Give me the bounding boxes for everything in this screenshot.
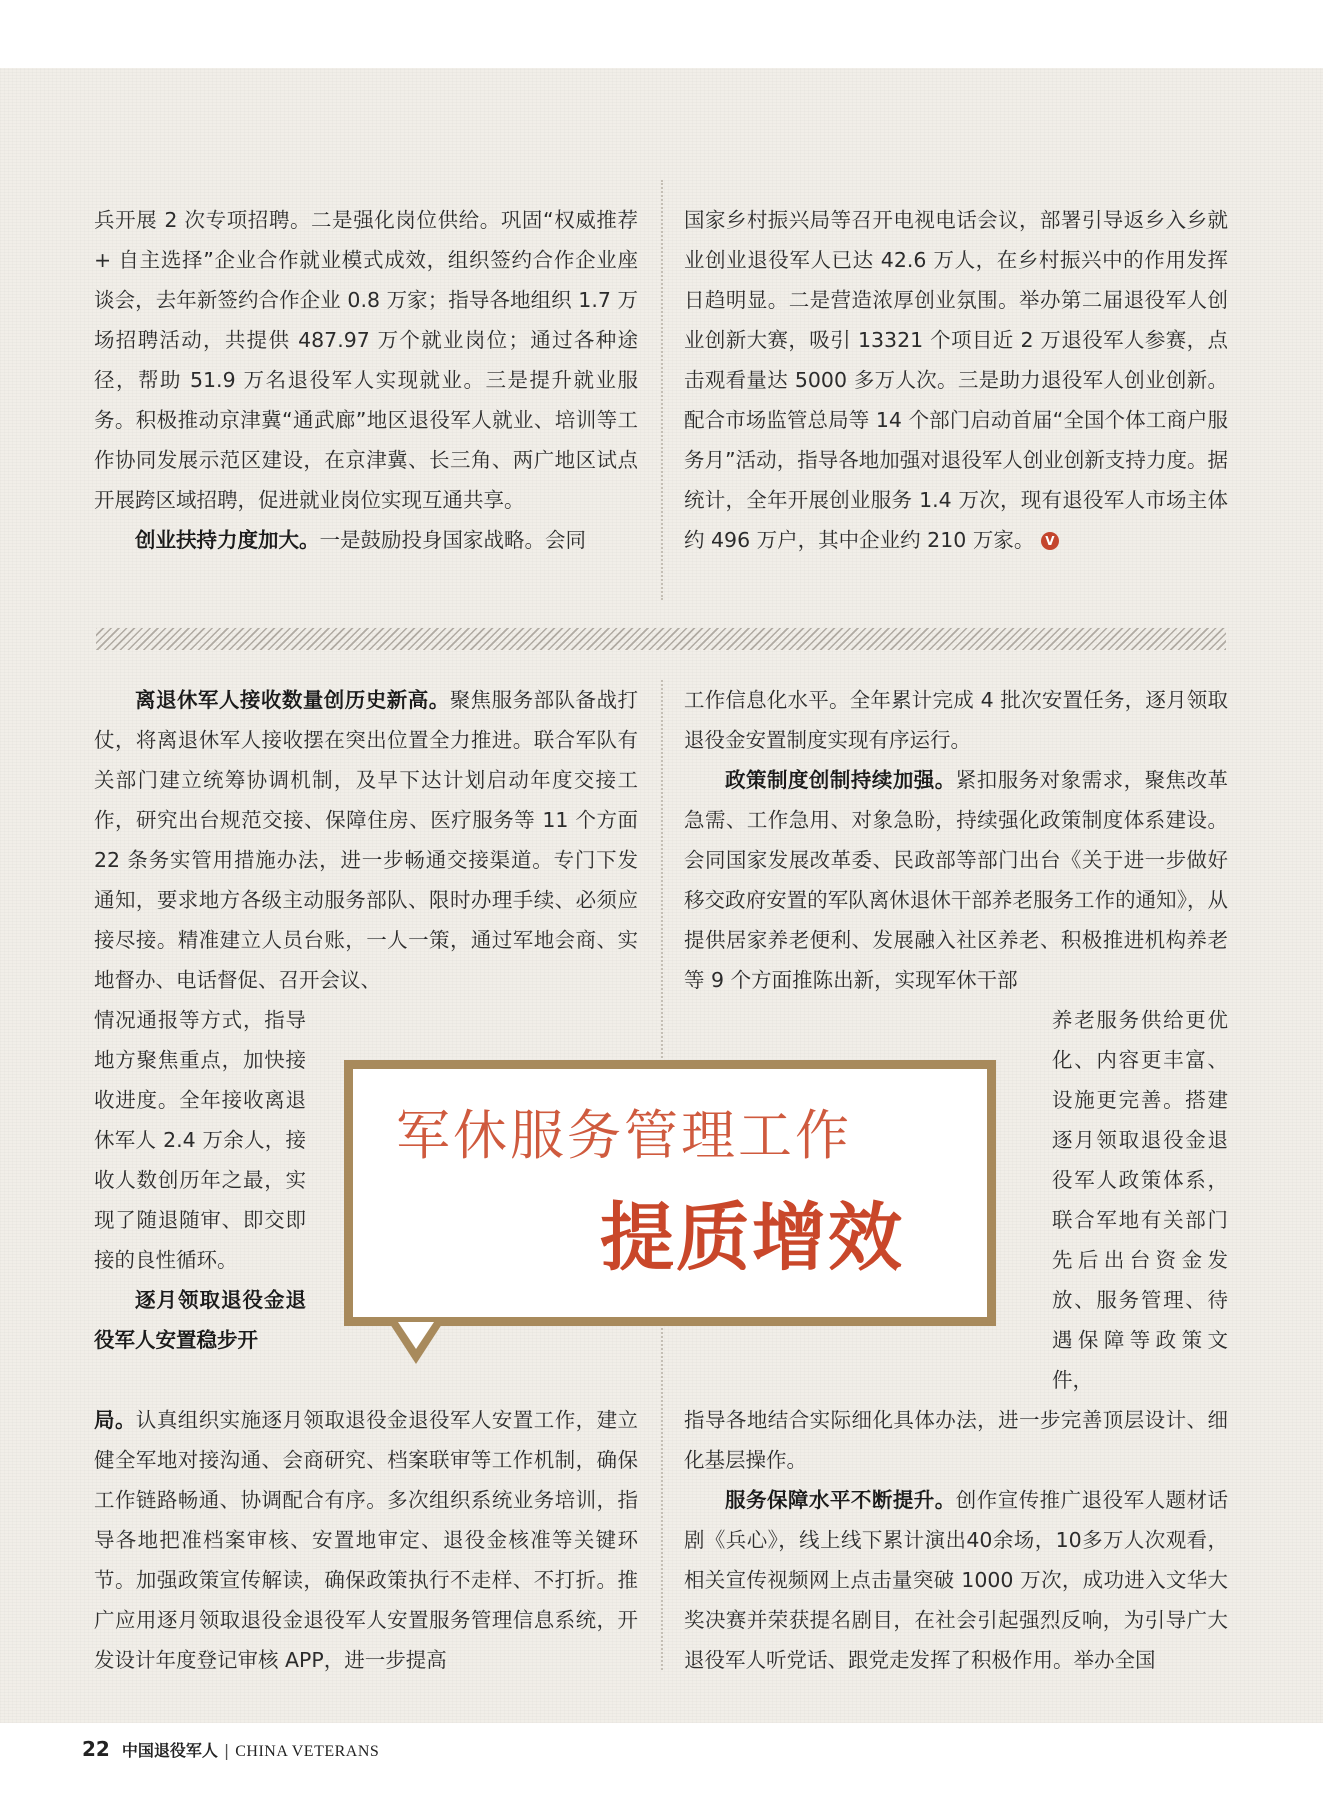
section-heading: 离退休军人接收数量创历史新高。 — [135, 688, 450, 712]
paragraph: 兵开展 2 次专项招聘。二是强化岗位供给。巩固“权威推荐 + 自主选择”企业合作就业模式成效，组织签约合作企业座谈会，去年新签约合作企业 0.8 万家；指导各地组织 1.7 万场招聘活动，共提供 487.97 万个就业岗位；通过各种途径，帮助 51.9 万名退役军人实现就业。三是提升就业服务。积极推动京津冀“通武廊”地区退役军人就业、培训等工作协同发展示范区建设，在京津冀、长三角、两广地区试点开展跨区域招聘，促进就业岗位实现互通共享。 — [94, 208, 638, 512]
footer-separator: | — [223, 1741, 230, 1760]
paragraph-text: 一是鼓励投身国家战略。会同 — [319, 528, 586, 552]
page-number: 22 — [82, 1737, 110, 1761]
paragraph — [94, 520, 638, 560]
paragraph — [684, 1480, 1228, 1680]
paragraph-text: 紧扣服务对象需求，聚焦改革急需、工作急用、对象急盼，持续强化政策制度体系建设。会同国家发展改革委、民政部等部门出台《关于进一步做好移交政府安置的军队离休退休干部养老服务工作的通知》，从提供居家养老便利、发展融入社区养老、积极推进机构养老等 9 个方面推陈出新，实现军休干部 — [684, 768, 1229, 992]
paragraph: 情况通报等方式，指导地方聚焦重点，加快接收进度。全年接收离退休军人 2.4 万余人，接收人数创历年之最，实现了随退随审、即交即接的良性循环。 — [94, 1008, 306, 1272]
section-heading: 逐月领取退役金退役军人安置稳步开 — [94, 1288, 306, 1352]
paragraph: 养老服务供给更优化、内容更丰富、设施更完善。搭建逐月领取退役金退役军人政策体系，联合军地有关部门先后出台资金发放、服务管理、待遇保障等政策文件， — [1052, 1008, 1228, 1392]
column-divider — [661, 180, 663, 600]
paragraph-text: 聚焦服务部队备战打仗，将离退休军人接收摆在突出位置全力推进。联合军队有关部门建立统筹协调机制，及早下达计划启动年度交接工作，研究出台规范交接、保障住房、医疗服务等 11 个方面 22 条务实管用措施办法，进一步畅通交接渠道。专门下发通知，要求地方各级主动服务部队、限时办理手续、必须应接尽接。精准建立人员台账，一人一策，通过军地会商、实地督办、电话督促、召开会议、 — [94, 688, 639, 992]
end-mark-icon: V — [1041, 532, 1059, 550]
bottom-right-column — [684, 680, 1228, 1000]
paragraph-text: 认真组织实施逐月领取退役金退役军人安置工作，建立健全军地对接沟通、会商研究、档案联审等工作机制，确保工作链路畅通、协调配合有序。多次组织系统业务培训，指导各地把准档案审核、安置地审定、退役金核准等关键环节。加强政策宣传解读，确保政策执行不走样、不打折。推广应用逐月领取退役金退役军人安置服务管理信息系统，开发设计年度登记审核 APP，进一步提高 — [94, 1408, 639, 1672]
paragraph: 指导各地结合实际细化具体办法，进一步完善顶层设计、细化基层操作。 — [684, 1408, 1228, 1472]
callout-pointer-inner — [398, 1322, 434, 1349]
bottom-right-narrow — [1052, 1000, 1228, 1400]
top-left-column — [94, 200, 638, 560]
magazine-name: 中国退役军人 — [121, 1741, 218, 1760]
bottom-left-narrow — [94, 1000, 306, 1360]
paragraph — [94, 1280, 306, 1360]
paragraph — [94, 1400, 638, 1680]
callout-box — [344, 1060, 996, 1326]
paragraph: 工作信息化水平。全年累计完成 4 批次安置任务，逐月领取退役金安置制度实现有序运行。 — [684, 688, 1228, 752]
paragraph — [684, 760, 1228, 1000]
article-title: 军休服务管理工作 — [396, 1104, 852, 1167]
article-title-emphasis: 提质增效 — [600, 1195, 904, 1281]
section-heading: 局。 — [94, 1408, 136, 1432]
paragraph — [94, 680, 638, 1000]
top-right-column — [684, 200, 1228, 560]
paragraph — [684, 200, 1228, 560]
paragraph-text: 国家乡村振兴局等召开电视电话会议，部署引导返乡入乡就业创业退役军人已达 42.6 万人，在乡村振兴中的作用发挥日趋明显。二是营造浓厚创业氛围。举办第二届退役军人创业创新大赛，吸引 13321 个项目近 2 万退役军人参赛，点击观看量达 5000 多万人次。三是助力退役军人创业创新。配合市场监管总局等 14 个部门启动首届“全国个体工商户服务月”活动，指导各地加强对退役军人创业创新支持力度。据统计，全年开展创业服务 1.4 万次，现有退役军人市场主体约 496 万户，其中企业约 210 万家。 — [684, 208, 1228, 552]
section-divider — [96, 628, 1226, 650]
section-heading: 创业扶持力度加大。 — [135, 528, 320, 552]
bottom-right-column-continued — [684, 1400, 1228, 1680]
paragraph-text: 创作宣传推广退役军人题材话剧《兵心》，线上线下累计演出40余场，10多万人次观看，相关宣传视频网上点击量突破 1000 万次，成功进入文华大奖决赛并荣获提名剧目，在社会引起强烈反响，为引导广大退役军人听党话、跟党走发挥了积极作用。举办全国 — [684, 1488, 1229, 1672]
page-footer — [82, 1735, 379, 1763]
section-heading: 服务保障水平不断提升。 — [725, 1488, 956, 1512]
section-heading: 政策制度创制持续加强。 — [725, 768, 956, 792]
magazine-name-en: CHINA VETERANS — [235, 1743, 380, 1760]
bottom-left-column-continued — [94, 1400, 638, 1680]
bottom-left-column — [94, 680, 638, 1000]
